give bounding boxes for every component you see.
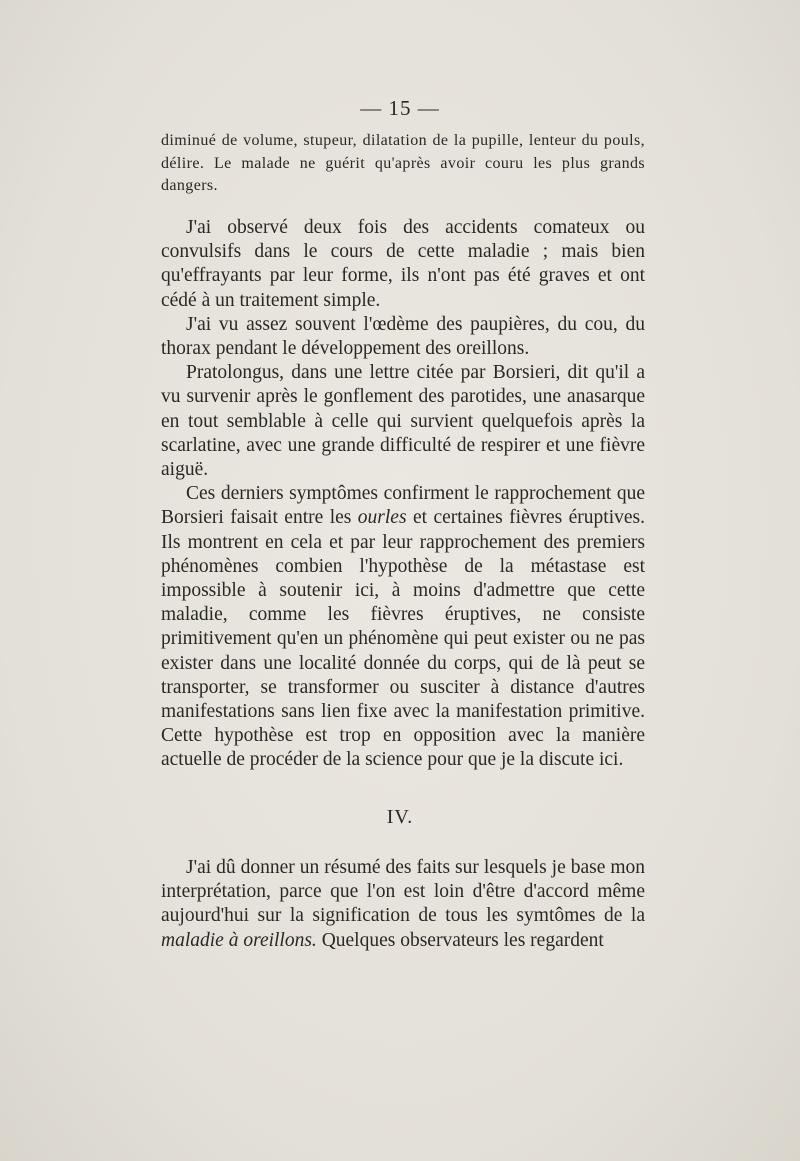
paragraph-metastasis-rest: et certaines fièvres éruptives. Ils montrent en cela et par leur rapprochement des premiers phénomènes combien l'hypothèse de la métastase est impossible à soutenir ici, à moins d'admettre que cette maladie, comme les fièvres éruptives, ne consiste primitivement qu'en un phénomène qui peut exister ou ne pas exister dans une localité donnée du corps, qui de là peut se transporter, se transformer ou susciter à distance d'autres manifestations sans lien fixe avec la manifestation primitive. Cette hypothèse est trop en opposition avec la manière actuelle de procéder de la science pour que je la discute ici. xyxy=(161,507,645,771)
paragraph-metastasis xyxy=(161,482,645,772)
paragraph-summary xyxy=(161,856,645,953)
paragraph-summary-start: J'ai dû donner un résumé des faits sur lesquels je base mon interprétation, parce que l'on est loin d'être d'accord même aujourd'hui sur la signification de tous les symtômes de la xyxy=(161,857,645,927)
page-number: — 15 — xyxy=(360,96,440,120)
paragraph-metastasis-start: Ces derniers symptômes confirment le rapprochement que Borsieri faisait entre les xyxy=(161,483,645,529)
paragraph-oedema: J'ai vu assez souvent l'œdème des paupières, du cou, du thorax pendant le développement des oreillons. xyxy=(161,313,645,360)
section-heading: IV. xyxy=(386,806,414,828)
italic-maladie: maladie à oreillons. xyxy=(161,929,317,951)
section-four-text xyxy=(161,856,645,953)
paragraph-pratolongus: Pratolongus, dans une lettre citée par Borsieri, dit qu'il a vu survenir après le gonflement des parotides, une anasarque en tout semblable à celle qui survient quelquefois après la scarlatine, avec une grande difficulté de respirer et une fièvre aiguë. xyxy=(161,362,645,481)
main-text xyxy=(161,216,645,773)
footnote-text: diminué de volume, stupeur, dilatation de la pupille, lenteur du pouls, délire. Le malade ne guérit qu'après avoir couru les plus grands dangers. xyxy=(161,132,645,194)
paragraph-summary-end: Quelques observateurs les regardent xyxy=(316,929,604,951)
continued-footnote xyxy=(161,130,645,198)
italic-ourles: ourles xyxy=(357,507,407,529)
paragraph-comatose: J'ai observé deux fois des accidents comateux ou convulsifs dans le cours de cette maladie ; mais bien qu'effrayants par leur forme, ils n'ont pas été graves et ont cédé à un traitement simple. xyxy=(161,217,645,311)
